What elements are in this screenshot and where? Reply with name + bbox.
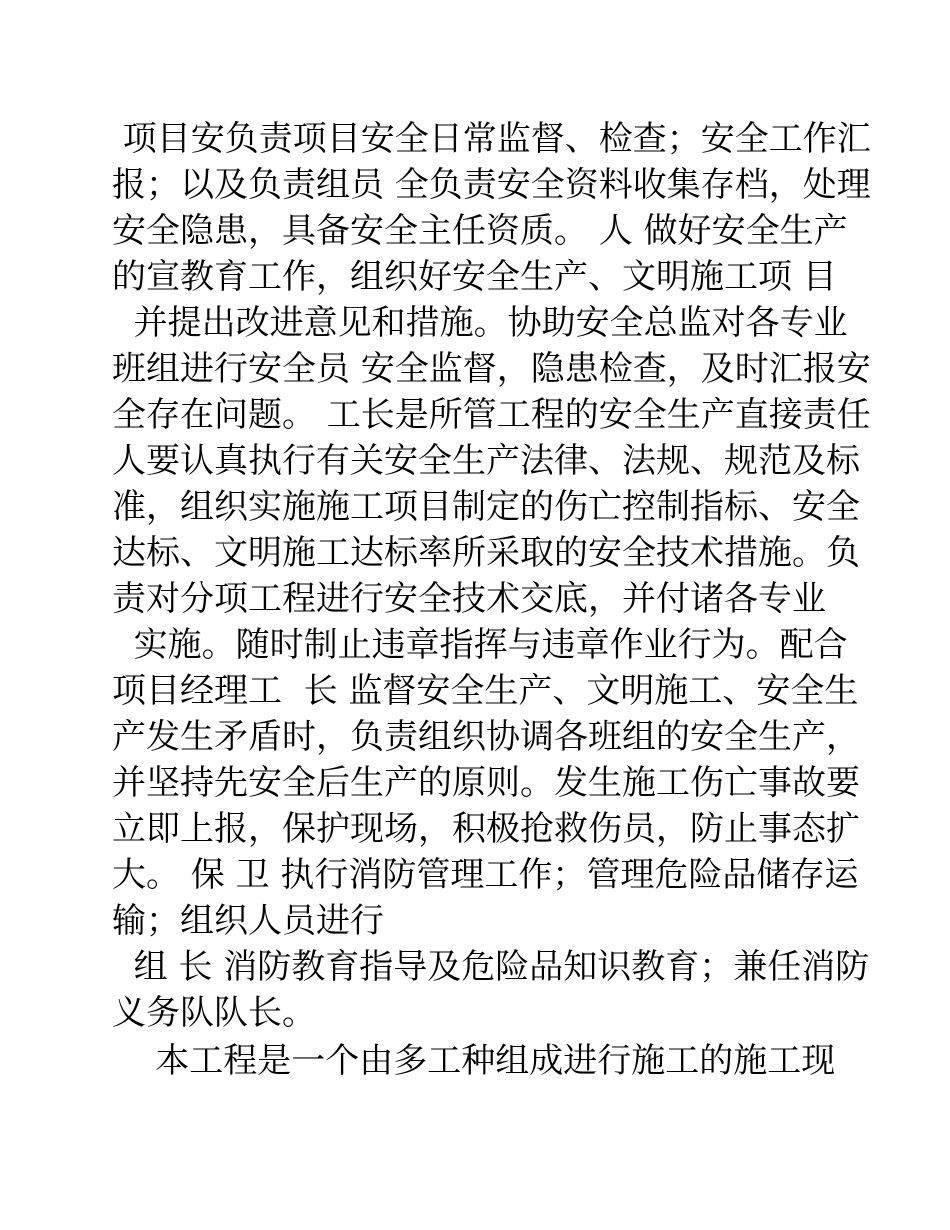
- text-line-21: 本工程是一个由多工种组成进行施工的施工现: [112, 1041, 836, 1081]
- text-line-1: 项目安负责项目安全日常监督、检查；安全工作汇: [112, 119, 871, 159]
- text-line-9: 准，组织实施施工项目制定的伤亡控制指标、安全: [112, 487, 860, 527]
- text-line-11: 责对分项工程进行安全技术交底，并付诸各专业: [112, 579, 826, 619]
- text-line-3: 安全隐患，具备安全主任资质。 人 做好安全生产: [112, 211, 848, 251]
- text-line-16: 立即上报，保护现场，积极抢救伤员，防止事态扩: [112, 809, 860, 849]
- text-line-17: 大。 保 卫 执行消防管理工作；管理危险品储存运: [112, 855, 859, 895]
- text-line-10: 达标、文明施工达标率所采取的安全技术措施。负: [112, 533, 860, 573]
- text-line-7: 全存在问题。 工长是所管工程的安全生产直接责任: [112, 395, 871, 435]
- text-line-18: 输；组织人员进行: [112, 901, 384, 941]
- text-line-15: 并坚持先安全后生产的原则。发生施工伤亡事故要: [112, 763, 860, 803]
- text-line-5: 并提出改进意见和措施。协助安全总监对各专业: [112, 303, 848, 343]
- text-line-2: 报；以及负责组员 全负责安全资料收集存档，处理: [112, 165, 871, 205]
- text-line-4: 的宣教育工作，组织好安全生产、文明施工项 目: [112, 257, 837, 297]
- text-line-19: 组 长 消防教育指导及危险品知识教育；兼任消防: [112, 947, 870, 987]
- text-line-12: 实施。随时制止违章指挥与违章作业行为。配合: [112, 625, 848, 665]
- text-line-14: 产发生矛盾时，负责组织协调各班组的安全生产，: [112, 717, 860, 757]
- text-line-6: 班组进行安全员 安全监督，隐患检查，及时汇报安: [112, 349, 871, 389]
- text-line-8: 人要认真执行有关安全生产法律、法规、规范及标: [112, 441, 860, 481]
- text-line-13: 项目经理工 长 监督安全生产、文明施工、安全生: [112, 671, 859, 711]
- text-line-20: 义务队队长。: [112, 993, 316, 1033]
